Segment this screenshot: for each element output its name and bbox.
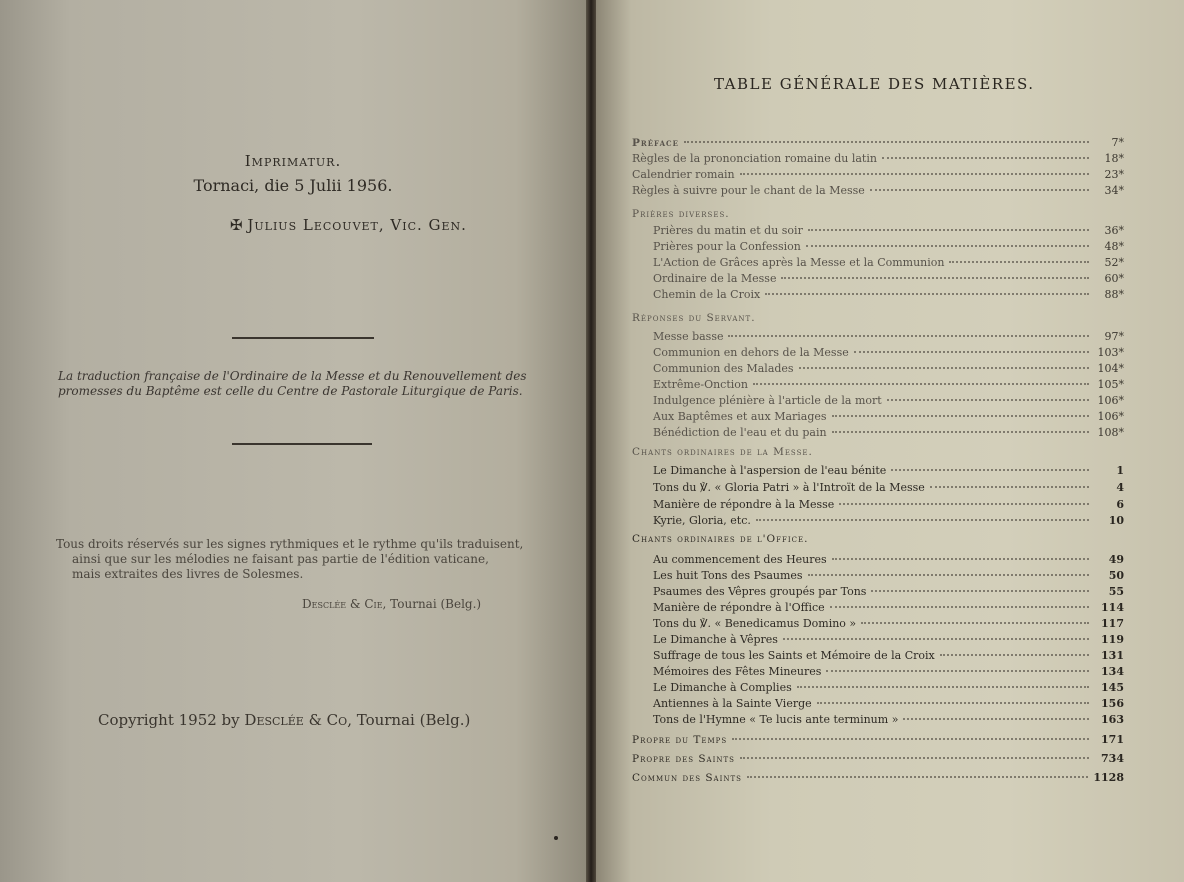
dot-leader [781, 277, 1089, 279]
toc-entry [653, 601, 1124, 617]
imprimatur-block [0, 152, 586, 195]
toc-entry-label: Tons de l'Hymne « Te lucis ante terminum » [653, 713, 899, 726]
toc-entry-label: Chants ordinaires de l'Office. [632, 533, 809, 545]
toc-entry-label: Manière de répondre à la Messe [653, 498, 835, 511]
toc-entry-label: Mémoires des Fêtes Mineures [653, 665, 822, 678]
dot-leader [832, 431, 1089, 433]
dot-leader [839, 503, 1089, 505]
rights-line-1: Tous droits réservés sur les signes rythmiques et le rythme qu'ils traduisent, [56, 537, 524, 551]
toc-page-number: 734 [1101, 752, 1124, 765]
rights-notice [56, 537, 546, 582]
dot-leader [940, 654, 1089, 656]
right-page [596, 0, 1184, 882]
toc-entry-label: Prières du matin et du soir [653, 224, 803, 237]
dot-leader [949, 261, 1089, 263]
toc-page-number: 131 [1101, 649, 1124, 662]
toc-page-number: 108* [1097, 426, 1124, 439]
dot-leader [808, 574, 1089, 576]
toc-page-number: 117 [1101, 617, 1124, 630]
toc-entry-label: Le Dimanche à Complies [653, 681, 792, 694]
toc-entry-label: Extrême-Onction [653, 378, 748, 391]
dot-leader [817, 702, 1089, 704]
toc-page-number: 1 [1116, 464, 1124, 477]
toc-entry-label: Le Dimanche à l'aspersion de l'eau bénite [653, 464, 887, 477]
dot-leader [732, 738, 1089, 740]
toc-entry [632, 152, 1124, 168]
toc-entry [653, 464, 1124, 480]
rights-line-2: ainsi que sur les mélodies ne faisant pas partie de l'édition vaticane, [72, 552, 489, 566]
toc-page-number: 114 [1101, 601, 1124, 614]
toc-entry [653, 569, 1124, 585]
signatory-name: Julius Lecouvet, Vic. Gen. [247, 216, 467, 234]
toc-entry [653, 514, 1124, 530]
dot-leader [747, 776, 1088, 778]
toc-page-number: 88* [1104, 288, 1124, 301]
toc-entry-label: Règles de la prononciation romaine du latin [632, 152, 877, 165]
table-of-contents [596, 0, 1184, 882]
toc-entry-label: Indulgence plénière à l'article de la mort [653, 394, 882, 407]
toc-entry-label: Prières diverses. [632, 208, 730, 220]
dot-leader [756, 519, 1089, 521]
toc-entry-label: Tons du ℣. « Gloria Patri » à l'Introït de la Messe [653, 481, 925, 494]
dot-leader [765, 293, 1089, 295]
toc-entry-label: Antiennes à la Sainte Vierge [653, 697, 812, 710]
dot-leader [870, 189, 1089, 191]
toc-title: TABLE GÉNÉRALE DES MATIÈRES. [714, 75, 1035, 93]
toc-page-number: 36* [1104, 224, 1124, 237]
toc-entry-label: Tons du ℣. « Benedicamus Domino » [653, 617, 857, 630]
toc-entry-label: Propre des Saints [632, 753, 735, 765]
toc-entry-label: Règles à suivre pour le chant de la Messe [632, 184, 865, 197]
toc-entry-label: Chants ordinaires de la Messe. [632, 446, 813, 458]
publisher-place: , Tournai (Belg.) [382, 597, 482, 611]
toc-page-number: 1128 [1093, 771, 1124, 784]
book-gutter [586, 0, 596, 882]
toc-entry-label: Psaumes des Vêpres groupés par Tons [653, 585, 867, 598]
toc-entry [653, 362, 1124, 378]
toc-section-heading [632, 533, 1124, 549]
dot-leader [684, 141, 1089, 143]
dot-leader [832, 558, 1089, 560]
toc-entry [653, 498, 1124, 514]
toc-page-number: 119 [1101, 633, 1124, 646]
toc-entry-label: Chemin de la Croix [653, 288, 761, 301]
toc-entry-label: Aux Baptêmes et aux Mariages [653, 410, 827, 423]
toc-page-number: 18* [1104, 152, 1124, 165]
toc-entry [653, 346, 1124, 362]
toc-entry [653, 426, 1124, 442]
toc-entry [653, 240, 1124, 256]
copyright-line [98, 711, 470, 729]
dot-leader [728, 335, 1089, 337]
toc-entry [653, 394, 1124, 410]
toc-entry [653, 256, 1124, 272]
toc-entry [653, 481, 1124, 497]
toc-entry [653, 330, 1124, 346]
toc-page-number: 49 [1108, 553, 1124, 566]
dot-leader [887, 399, 1089, 401]
toc-entry-label: Propre du Temps [632, 734, 728, 746]
dot-leader [740, 173, 1089, 175]
toc-section-heading [632, 136, 1124, 152]
toc-page-number: 23* [1104, 168, 1124, 181]
translation-note: La traduction française de l'Ordinaire de la Messe et du Renouvellement des promesses du Baptême est celle du Centre de Pastorale Liturgique de Paris. [58, 369, 527, 398]
dot-leader [891, 469, 1089, 471]
imprimatur-heading: Imprimatur. [244, 152, 342, 170]
toc-page-number: 7* [1111, 136, 1124, 149]
imprimatur-signature [230, 216, 467, 234]
toc-page-number: 4 [1116, 481, 1124, 494]
toc-entry [653, 713, 1124, 729]
toc-entry-label: Bénédiction de l'eau et du pain [653, 426, 827, 439]
left-page [0, 0, 586, 882]
toc-entry [653, 697, 1124, 713]
toc-entry-label: Kyrie, Gloria, etc. [653, 514, 751, 527]
dot-leader [903, 718, 1089, 720]
toc-page-number: 52* [1104, 256, 1124, 269]
page-mark [554, 836, 558, 840]
dot-leader [799, 367, 1089, 369]
toc-entry-label: Prières pour la Confession [653, 240, 801, 253]
toc-page-number: 171 [1101, 733, 1124, 746]
toc-entry-label: Préface [632, 137, 679, 149]
dot-leader [797, 686, 1089, 688]
toc-page-number: 6 [1116, 498, 1124, 511]
toc-entry [653, 649, 1124, 665]
dot-leader [808, 229, 1089, 231]
toc-page-number: 104* [1097, 362, 1124, 375]
toc-page-number: 106* [1097, 410, 1124, 423]
publisher-line [302, 597, 481, 611]
toc-section-heading [632, 312, 1124, 328]
rights-line-3: mais extraites des livres de Solesmes. [72, 567, 304, 581]
toc-entry-label: Manière de répondre à l'Office [653, 601, 825, 614]
toc-entry [632, 168, 1124, 184]
dot-leader [861, 622, 1089, 624]
dot-leader [740, 757, 1089, 759]
toc-page-number: 105* [1097, 378, 1124, 391]
toc-entry-label: Communion des Malades [653, 362, 794, 375]
copyright-name: Desclée & Co [244, 711, 348, 729]
toc-entry-label: Messe basse [653, 330, 724, 343]
toc-page-number: 55 [1108, 585, 1124, 598]
dot-leader [832, 415, 1089, 417]
toc-entry-label: Au commencement des Heures [653, 553, 827, 566]
dot-leader [871, 590, 1089, 592]
toc-page-number: 103* [1097, 346, 1124, 359]
publisher-name: Desclée & Cie [302, 597, 383, 611]
toc-section-heading [632, 771, 1124, 787]
toc-entry [653, 224, 1124, 240]
toc-entry-label: Le Dimanche à Vêpres [653, 633, 778, 646]
toc-entry [653, 378, 1124, 394]
toc-entry [653, 410, 1124, 426]
divider-rule-bottom [232, 443, 372, 445]
toc-page-number: 97* [1104, 330, 1124, 343]
toc-entry-label: L'Action de Grâces après la Messe et la Communion [653, 256, 945, 269]
toc-page-number: 10 [1108, 514, 1124, 527]
toc-page-number: 145 [1101, 681, 1124, 694]
divider-rule-top [232, 337, 374, 339]
dot-leader [830, 606, 1089, 608]
dot-leader [854, 351, 1089, 353]
toc-entry [653, 553, 1124, 569]
toc-entry [653, 585, 1124, 601]
toc-page-number: 34* [1104, 184, 1124, 197]
toc-entry-label: Calendrier romain [632, 168, 735, 181]
toc-entry-label: Réponses du Servant. [632, 312, 756, 324]
toc-page-number: 106* [1097, 394, 1124, 407]
toc-page-number: 60* [1104, 272, 1124, 285]
copyright-suffix: , Tournai (Belg.) [347, 711, 471, 729]
copyright-prefix: Copyright 1952 by [98, 711, 240, 729]
dot-leader [882, 157, 1089, 159]
toc-entry [653, 288, 1124, 304]
cross-icon: ✠ [230, 216, 243, 234]
toc-entry [653, 665, 1124, 681]
toc-page-number: 48* [1104, 240, 1124, 253]
toc-entry [653, 633, 1124, 649]
dot-leader [753, 383, 1089, 385]
toc-section-heading [632, 208, 1124, 224]
toc-entry [632, 184, 1124, 200]
toc-entry-label: Suffrage de tous les Saints et Mémoire de la Croix [653, 649, 935, 662]
dot-leader [826, 670, 1089, 672]
toc-entry [653, 681, 1124, 697]
toc-page-number: 156 [1101, 697, 1124, 710]
toc-section-heading [632, 733, 1124, 749]
toc-entry [653, 272, 1124, 288]
toc-entry-label: Communion en dehors de la Messe [653, 346, 849, 359]
toc-section-heading [632, 752, 1124, 768]
toc-page-number: 50 [1108, 569, 1124, 582]
imprimatur-place-date: Tornaci, die 5 Julii 1956. [193, 176, 393, 195]
toc-entry-label: Ordinaire de la Messe [653, 272, 777, 285]
toc-page-number: 134 [1101, 665, 1124, 678]
dot-leader [806, 245, 1089, 247]
dot-leader [930, 486, 1089, 488]
toc-section-heading [632, 446, 1124, 462]
toc-entry-label: Les huit Tons des Psaumes [653, 569, 803, 582]
toc-page-number: 163 [1101, 713, 1124, 726]
toc-entry [653, 617, 1124, 633]
dot-leader [783, 638, 1089, 640]
toc-entry-label: Commun des Saints [632, 772, 742, 784]
